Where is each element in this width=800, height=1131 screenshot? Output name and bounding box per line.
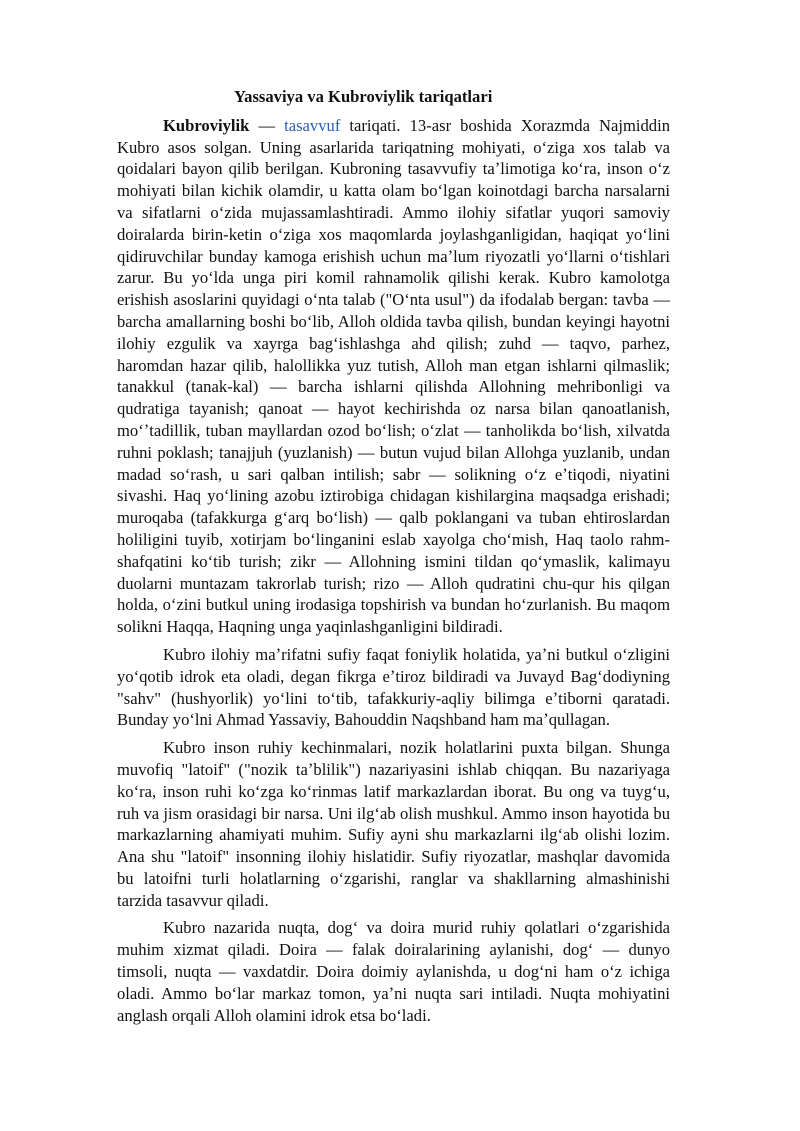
paragraph-kubroviylik [117,115,670,638]
paragraph-text: tariqati. 13-asr boshida Xorazmda Najmiddin Kubro asos solgan. Uning asarlarida tariqatning mohiyati, oʻziga xos talab va qoidalari bayon qilib berilgan. Kubroning tasavvufiy taʼlimotiga koʻra, inson oʻz mohiyati bilan kichik olamdir, u katta olam boʻlgan koinotdagi barcha narsalarni va sifatlarni oʻzida mujassamlashtiradi. Ammo ilohiy sifatlar yuqori samoviy doiralarda birin-ketin oʻziga xos maqomlarda joylashganligidan, haqiqat yoʻlini qidiruvchilar bunday kamoga erishish uchun maʼlum riyozatli yoʻllarni oʻtishlari zarur. Bu yoʻlda unga piri komil rahnamolik qilishi kerak. Kubro kamolotga erishish asoslarini quyidagi oʻnta talab ("Oʻnta usul") da ifodalab bergan: tavba — barcha amallarning boshi boʻlib, Alloh oldida tavba qilish, bundan keyingi hayotni ilohiy ezgulik va xayrga bagʻishlashga ahd qilish; zuhd — taqvo, parhez, haromdan hazar qilib, halollikka yuz tutish, Alloh man etgan ishlarni qilmaslik; tanakkul (tanak-kal) — barcha ishlarni qilishda Allohning mehribonligi va qudratiga tayanish; qanoat — hayot kechirishda oz narsa bilan qanoatlanish, moʻʼtadillik, tuban mayllardan ozod boʻlish; oʻzlat — tanholikda boʻlish, xilvatda ruhni poklash; tanajjuh (yuzlanish) — butun vujud bilan Allohga yuzlanib, undan madad soʻrash, u sari qalban intilish; sabr — solikning oʻz eʼtiqodi, niyatini sivashi. Haq yoʻlining azobu iztirobiga chidagan kishilargina maqsadga erishadi; muroqaba (tafakkurga gʻarq boʻlish) — qalb poklangani va tuban ehtiroslardan holiligini tuyib, xotirjam boʻlinganini eslab xayolga choʻmish, Haq taolo rahm-shafqatini koʻtib turish; zikr — Allohning ismini tildan qoʻymaslik, kalimayu duolarni muntazam takrorlab turish; rizo — Alloh qudratini chu-qur his qilgan holda, oʻzini butkul uning irodasiga topshirish va bundan hoʻzurlanish. Bu maqom solikni Haqqa, Haqning unga yaqinlashganligini bildiradi. [117,115,670,637]
paragraph-nuqta: Kubro nazarida nuqta, dogʻ va doira murid ruhiy qolatlari oʻzgarishida muhim xizmat qiladi. Doira — falak doiralarining aylanishi, dogʻ — dunyo timsoli, nuqta — vaxdatdir. Doira doimiy aylanishda, u dogʻni ham oʻz ichiga oladi. Ammo boʻlar markaz tomon, yaʼni nuqta sari intiladi. Nuqta mohiyatini anglash orqali Alloh olamini idrok etsa boʻladi. [117,918,670,1025]
document-page [117,86,670,1032]
paragraph-marifat: Kubro ilohiy maʼrifatni sufiy faqat foniylik holatida, yaʼni butkul oʻzligini yoʻqotib idrok eta oladi, degan fikrga eʼtiroz bildiradi va Juvayd Bagʻdodiyning "sahv" (hushyorlik) yoʻlini toʻtib, tafakkuriy-aqliy bilimga eʼtiborni qaratadi. Bunday yoʻlni Ahmad Yassaviy, Bahouddin Naqshband ham maʼqullagan. [117,644,670,730]
document-title: Yassaviya va Kubroviylik tariqatlari [234,87,493,106]
term-kubroviylik: Kubroviylik [163,115,250,135]
paragraph-latoif: Kubro inson ruhiy kechinmalari, nozik holatlarini puxta bilgan. Shunga muvofiq "latoif" ("nozik taʼblilik") nazariyasini ishlab chiqqan. Bu nazariyaga koʻra, inson ruhi koʻzga koʻrinmas latif markazlardan iborat. Bu ong va tuygʻu, ruh va jism orasidagi bir narsa. Uni ilgʻab olish mushkul. Ammo inson hayotida bu markazlarning ahamiyati muhim. Sufiy ayni shu markazlarni ilgʻab olishi lozim. Ana shu "latoif" insonning ilohiy hislatidir. Sufiy riyozatlar, mashqlar davomida bu latoifni turli holatlarning oʻzgarishi, ranglar va shakllarning almashinishi tarzida tasavvur qiladi. [117,738,670,910]
link-tasavvuf[interactable]: tasavvuf [284,115,341,135]
em-dash: — [249,115,285,135]
